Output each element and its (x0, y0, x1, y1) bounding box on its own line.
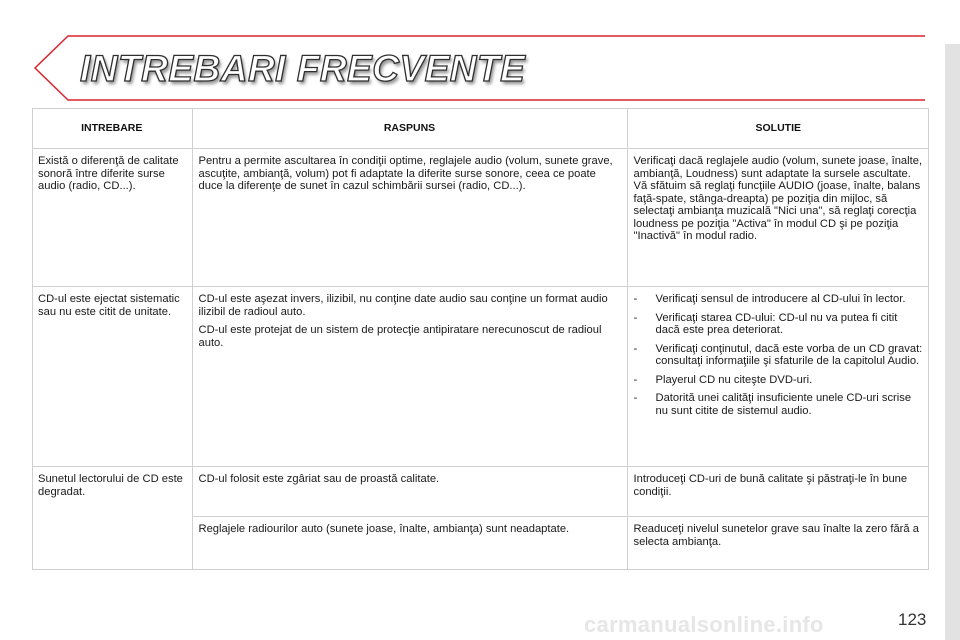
answer-text: CD-ul este aşezat invers, ilizibil, nu conţine date audio sau conţine un format audio ilizibil de radioul auto. (198, 293, 608, 318)
solution-item: - Verificaţi sensul de introducere al CD-ului în lector. (634, 293, 924, 306)
solution-item: - Verificaţi starea CD-ului: CD-ul nu va putea fi citit dacă este prea deteriorat. (634, 312, 924, 337)
faq-table (32, 108, 929, 570)
watermark: carmanualsonline.info (584, 612, 824, 637)
solution-list (634, 293, 924, 417)
header-answer: RASPUNS (192, 108, 627, 149)
table-row (32, 517, 929, 571)
question-cell: Există o diferenţă de calitate sonoră între diferite surse audio (radio, CD...). (32, 149, 192, 287)
answer-cell (192, 287, 627, 467)
header-solution: SOLUTIE (627, 108, 929, 149)
answer-text: CD-ul folosit este zgâriat sau de proastă calitate. (198, 473, 440, 485)
header-question: INTREBARE (32, 108, 192, 149)
answer-cell (192, 467, 627, 517)
question-cell: CD-ul este ejectat sistematic sau nu este citit de unitate. (32, 287, 192, 467)
question-cell: Sunetul lectorului de CD este degradat. (38, 473, 183, 498)
solution-cell (627, 149, 929, 287)
question-cell (32, 517, 192, 571)
solution-item: - Playerul CD nu citeşte DVD-uri. (634, 374, 924, 387)
right-side-rail (945, 44, 960, 640)
solution-cell (627, 467, 929, 517)
solution-cell (627, 517, 929, 571)
answer-cell (192, 517, 627, 571)
solution-cell (627, 287, 929, 467)
answer-text: CD-ul este protejat de un sistem de protecţie antipiratare nerecunoscut de radioul auto. (198, 324, 602, 349)
answer-text: Reglajele radiourilor auto (sunete joase, înalte, ambianţa) sunt neadaptate. (198, 523, 570, 535)
table-row (32, 467, 929, 517)
solution-text: Readuceţi nivelul sunetelor grave sau înalte la zero fără a selecta ambianţa. (633, 523, 919, 548)
table-header-row (32, 108, 929, 149)
solution-item: - Datorită unei calităţi insuficiente unele CD-uri scrise nu sunt citite de sistemul audio. (634, 392, 924, 417)
solution-text: Introduceţi CD-uri de bună calitate şi păstraţi-le în bune condiţii. (633, 473, 908, 498)
table-row (32, 149, 929, 287)
answer-text: Pentru a permite ascultarea în condiţii optime, reglajele audio (volum, sunete grave, ascuţite, ambianţă, volum) pot fi adaptate la diferite surse sonore, ceea ce poate duce la diferenţe de sunet în cazul schimbării sursei (radio, CD...). (198, 155, 613, 192)
table-row (32, 287, 929, 467)
answer-cell (192, 149, 627, 287)
solution-text: Verificaţi dacă reglajele audio (volum, sunete joase, înalte, ambianţă, Loudness) sunt adaptate la sursele ascultate. Vă sfătuim să reglaţi funcţiile AUDIO (joase, înalte, balans faţă-spate, stânga-dreapta) pe poziţia din mijloc, să selectaţi ambianţa muzicală "Nici una", să reglaţi corecţia loudness pe poziţia "Activa" în modul CD şi pe poziţia "Inactivă" în modul radio. (633, 155, 923, 242)
solution-item: - Verificaţi conţinutul, dacă este vorba de un CD gravat: consultaţi informaţiile şi sfaturile de la capitolul Audio. (634, 343, 924, 368)
page-number: 123 (898, 610, 927, 629)
page-title: INTREBARI FRECVENTE (80, 48, 526, 89)
